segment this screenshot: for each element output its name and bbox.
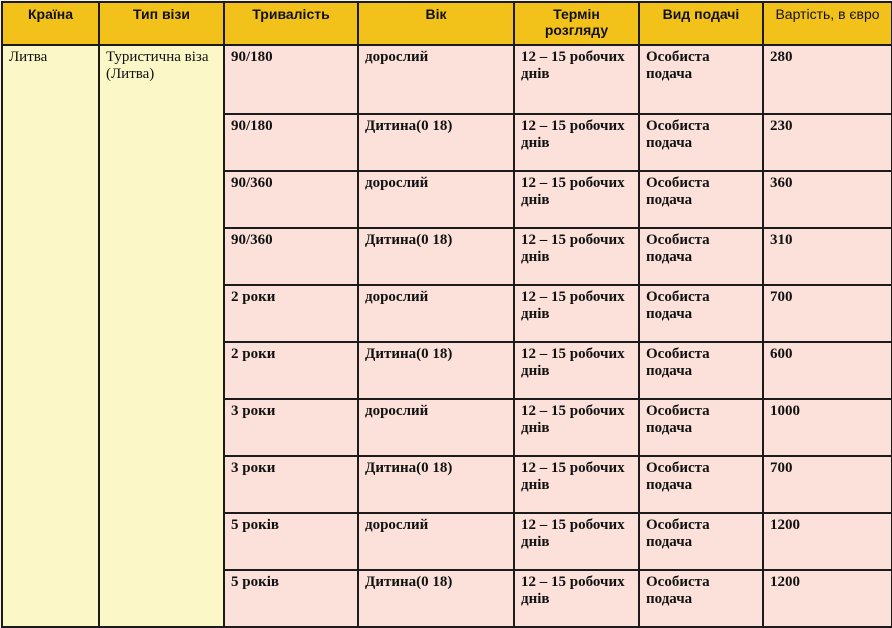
cell-price: 310 [763,228,892,285]
cell-duration: 2 роки [224,285,358,342]
cell-price: 1000 [763,399,892,456]
cell-processing-term: 12 – 15 робочих днів [514,513,639,570]
header-country: Країна [2,2,99,45]
cell-price: 600 [763,342,892,399]
header-price-eur: Вартість, в євро [763,2,892,45]
table-row [2,45,892,114]
cell-processing-term: 12 – 15 робочих днів [514,342,639,399]
table-header-row [2,2,892,45]
cell-submission-type: Особиста подача [639,228,763,285]
cell-submission-type: Особиста подача [639,342,763,399]
cell-age: Дитина(0 18) [358,114,514,171]
cell-price: 1200 [763,513,892,570]
cell-age: Дитина(0 18) [358,342,514,399]
cell-processing-term: 12 – 15 робочих днів [514,228,639,285]
cell-duration: 3 роки [224,399,358,456]
cell-age: Дитина(0 18) [358,570,514,627]
cell-processing-term: 12 – 15 робочих днів [514,570,639,627]
cell-processing-term: 12 – 15 робочих днів [514,114,639,171]
cell-duration: 3 роки [224,456,358,513]
cell-age: Дитина(0 18) [358,456,514,513]
visa-price-table [1,1,892,628]
cell-submission-type: Особиста подача [639,45,763,114]
cell-duration: 90/360 [224,228,358,285]
cell-age: дорослий [358,285,514,342]
cell-processing-term: 12 – 15 робочих днів [514,45,639,114]
cell-age: дорослий [358,399,514,456]
cell-submission-type: Особиста подача [639,399,763,456]
cell-price: 1200 [763,570,892,627]
cell-processing-term: 12 – 15 робочих днів [514,456,639,513]
cell-submission-type: Особиста подача [639,114,763,171]
cell-processing-term: 12 – 15 робочих днів [514,399,639,456]
cell-submission-type: Особиста подача [639,171,763,228]
cell-age: дорослий [358,513,514,570]
cell-submission-type: Особиста подача [639,285,763,342]
cell-country: Литва [2,45,99,627]
cell-submission-type: Особиста подача [639,456,763,513]
cell-duration: 90/180 [224,114,358,171]
cell-duration: 90/180 [224,45,358,114]
header-visa-type: Тип візи [99,2,224,45]
table-body [2,45,892,627]
cell-age: дорослий [358,45,514,114]
cell-processing-term: 12 – 15 робочих днів [514,171,639,228]
cell-submission-type: Особиста подача [639,570,763,627]
cell-visa-type: Туристична віза (Литва) [99,45,224,627]
header-duration: Тривалість [224,2,358,45]
cell-submission-type: Особиста подача [639,513,763,570]
header-submission-type: Вид подачі [639,2,763,45]
cell-price: 360 [763,171,892,228]
cell-duration: 2 роки [224,342,358,399]
cell-duration: 5 років [224,570,358,627]
cell-duration: 5 років [224,513,358,570]
cell-price: 700 [763,285,892,342]
header-age: Вік [358,2,514,45]
cell-processing-term: 12 – 15 робочих днів [514,285,639,342]
cell-price: 280 [763,45,892,114]
cell-price: 700 [763,456,892,513]
header-processing-term: Термін розгляду [514,2,639,45]
cell-price: 230 [763,114,892,171]
cell-duration: 90/360 [224,171,358,228]
cell-age: дорослий [358,171,514,228]
cell-age: Дитина(0 18) [358,228,514,285]
